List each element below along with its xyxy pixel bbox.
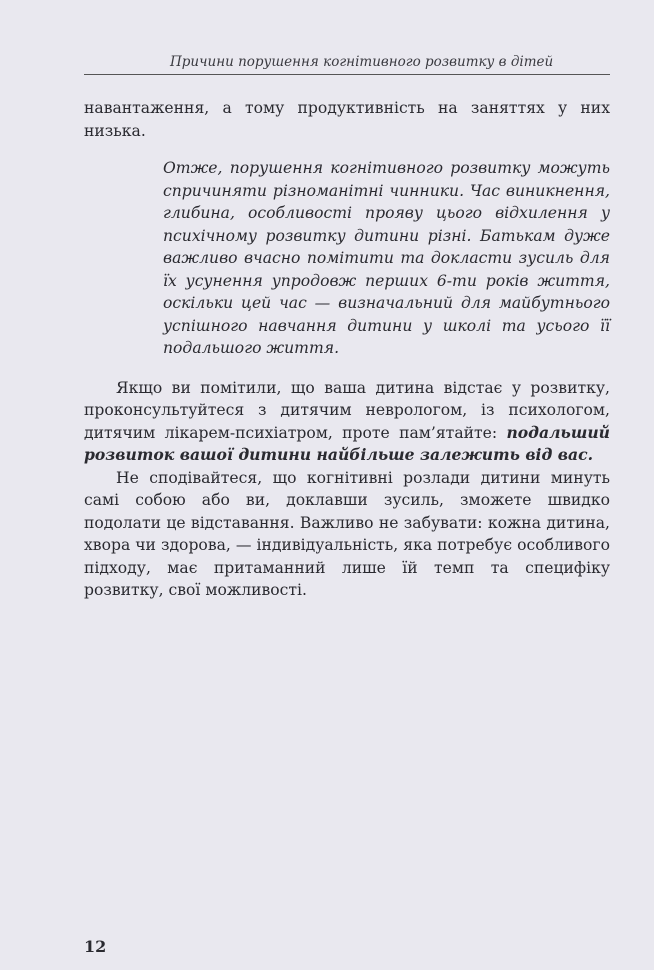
advice-emphasis: подальший розвиток вашої дитини найбільше залежить від вас. (84, 422, 610, 464)
header-rule (84, 74, 610, 75)
advice-text: Якщо ви помітили, що ваша дитина відстає у розвитку, проконсультуйтеся з дитячим неврологом, із психологом, дитячим лікарем-психіатром, проте пам’ятайте: (84, 378, 610, 442)
closing-paragraph: Не сподівайтеся, що когнітивні розлади дитини минуть самі собою або ви, доклавши зусиль, зможете швидко подолати це відставання. Важливо не забувати: кожна дитина, хвора чи здорова, — індивідуальність, яка потребує особливого підходу, має притаманний лише їй темп та специфіку розвитку, свої можливості. (84, 468, 610, 599)
running-title: Причини порушення когнітивного розвитку в дітей (170, 54, 554, 70)
page-number: 12 (84, 937, 107, 956)
continuation-paragraph: навантаження, а тому продуктивність на заняттях у них низька. (84, 99, 610, 140)
page-body (84, 97, 610, 602)
advice-paragraph (84, 377, 610, 467)
conclusion-paragraph: Отже, порушення когнітивного розвитку можуть спричиняти різноманітні чинники. Час виникнення, глибина, особливості прояву цього відхилення у психічному розвитку дитини різні. Батькам дуже важливо вчасно помітити та докласти зусиль для їх усунення упродовж перших 6-ти років життя, оскільки цей час — визначальний для майбутнього успішного навчання дитини у школі та усього її подальшого життя. (163, 159, 610, 357)
